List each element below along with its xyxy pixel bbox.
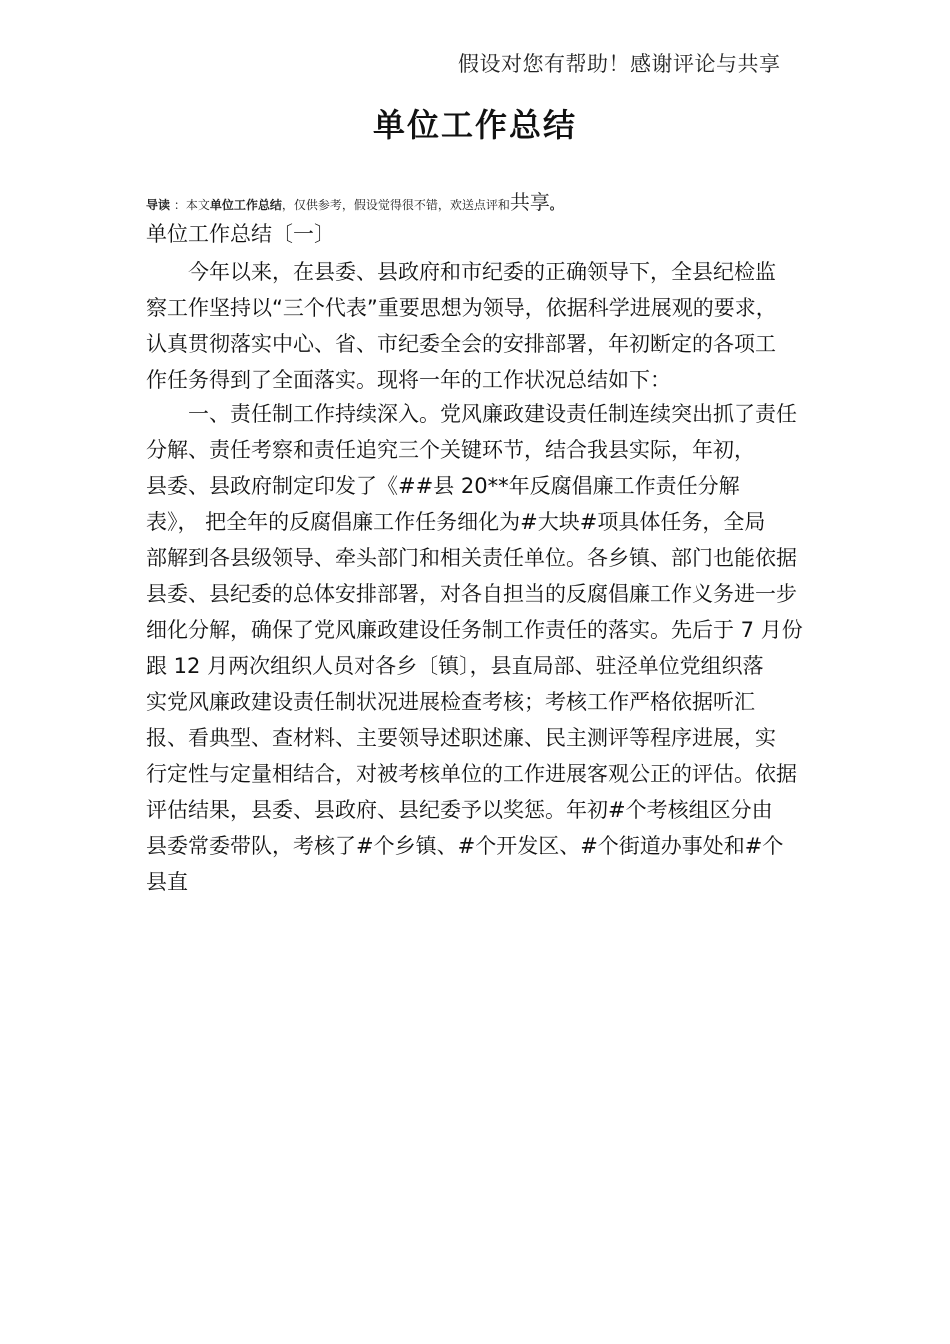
paragraph-line: 报、看典型、查材料、主要领导述职述廉、民主测评等程序进展，实 [146,726,776,750]
lead-paragraph [146,186,562,215]
paragraph-line: 表》， 把全年的反腐倡廉工作任务细化为#大块#项具体任务，全局 [146,510,766,534]
paragraph-line: 一、责任制工作持续深入。党风廉政建设责任制连续突出抓了责任 [188,402,797,426]
paragraph-line: 分解、责任考察和责任追究三个关键环节，结合我县实际，年初， [146,438,755,462]
header-note: 假设对您有帮助！感谢评论与共享 [458,52,781,76]
paragraph-line: 评估结果，县委、县政府、县纪委予以奖惩。年初#个考核组区分由 [146,798,773,822]
lead-label: 导读 [146,198,171,212]
section-heading: 单位工作总结〔一〕 [146,222,335,246]
paragraph-line: 县委常委带队，考核了#个乡镇、#个开发区、#个街道办事处和#个 [146,834,784,858]
paragraph-line: 认真贯彻落实中心、省、市纪委全会的安排部署，年初断定的各项工 [146,332,776,356]
paragraph-2 [146,396,803,900]
paragraph-line: 今年以来，在县委、县政府和市纪委的正确领导下，全县纪检监 [188,260,776,284]
lead-big-word: 共享 [509,190,550,214]
paragraph-line: 跟 12 月两次组织人员对各乡〔镇〕，县直局部、驻泾单位党组织落 [146,654,764,678]
lead-middle: ，仅供参考，假设觉得很不错，欢送点评和 [281,198,510,212]
paragraph-line: 行定性与定量相结合，对被考核单位的工作进展客观公正的评估。依据 [146,762,797,786]
paragraph-line: 部解到各县级领导、牵头部门和相关责任单位。各乡镇、部门也能依据 [146,546,797,570]
paragraph-1 [146,254,777,398]
document-title: 单位工作总结 [372,106,577,144]
paragraph-line: 实党风廉政建设责任制状况进展检查考核；考核工作严格依据听汇 [146,690,755,714]
paragraph-line: 细化分解，确保了党风廉政建设任务制工作责任的落实。先后于 7 月份 [146,618,803,642]
paragraph-line: 县委、县政府制定印发了《##县 20**年反腐倡廉工作责任分解 [146,474,740,498]
lead-bold-term: 单位工作总结 [209,198,282,212]
paragraph-line: 县委、县纪委的总体安排部署，对各自担当的反腐倡廉工作义务进一步 [146,582,797,606]
paragraph-line: 作任务得到了全面落实。现将一年的工作状况总结如下： [146,368,671,392]
paragraph-line: 县直 [146,870,188,894]
lead-prefix: ：本文 [173,198,210,212]
paragraph-line: 察工作坚持以“三个代表”重要思想为领导，依据科学进展观的要求， [146,296,777,320]
lead-end: 。 [549,198,562,212]
